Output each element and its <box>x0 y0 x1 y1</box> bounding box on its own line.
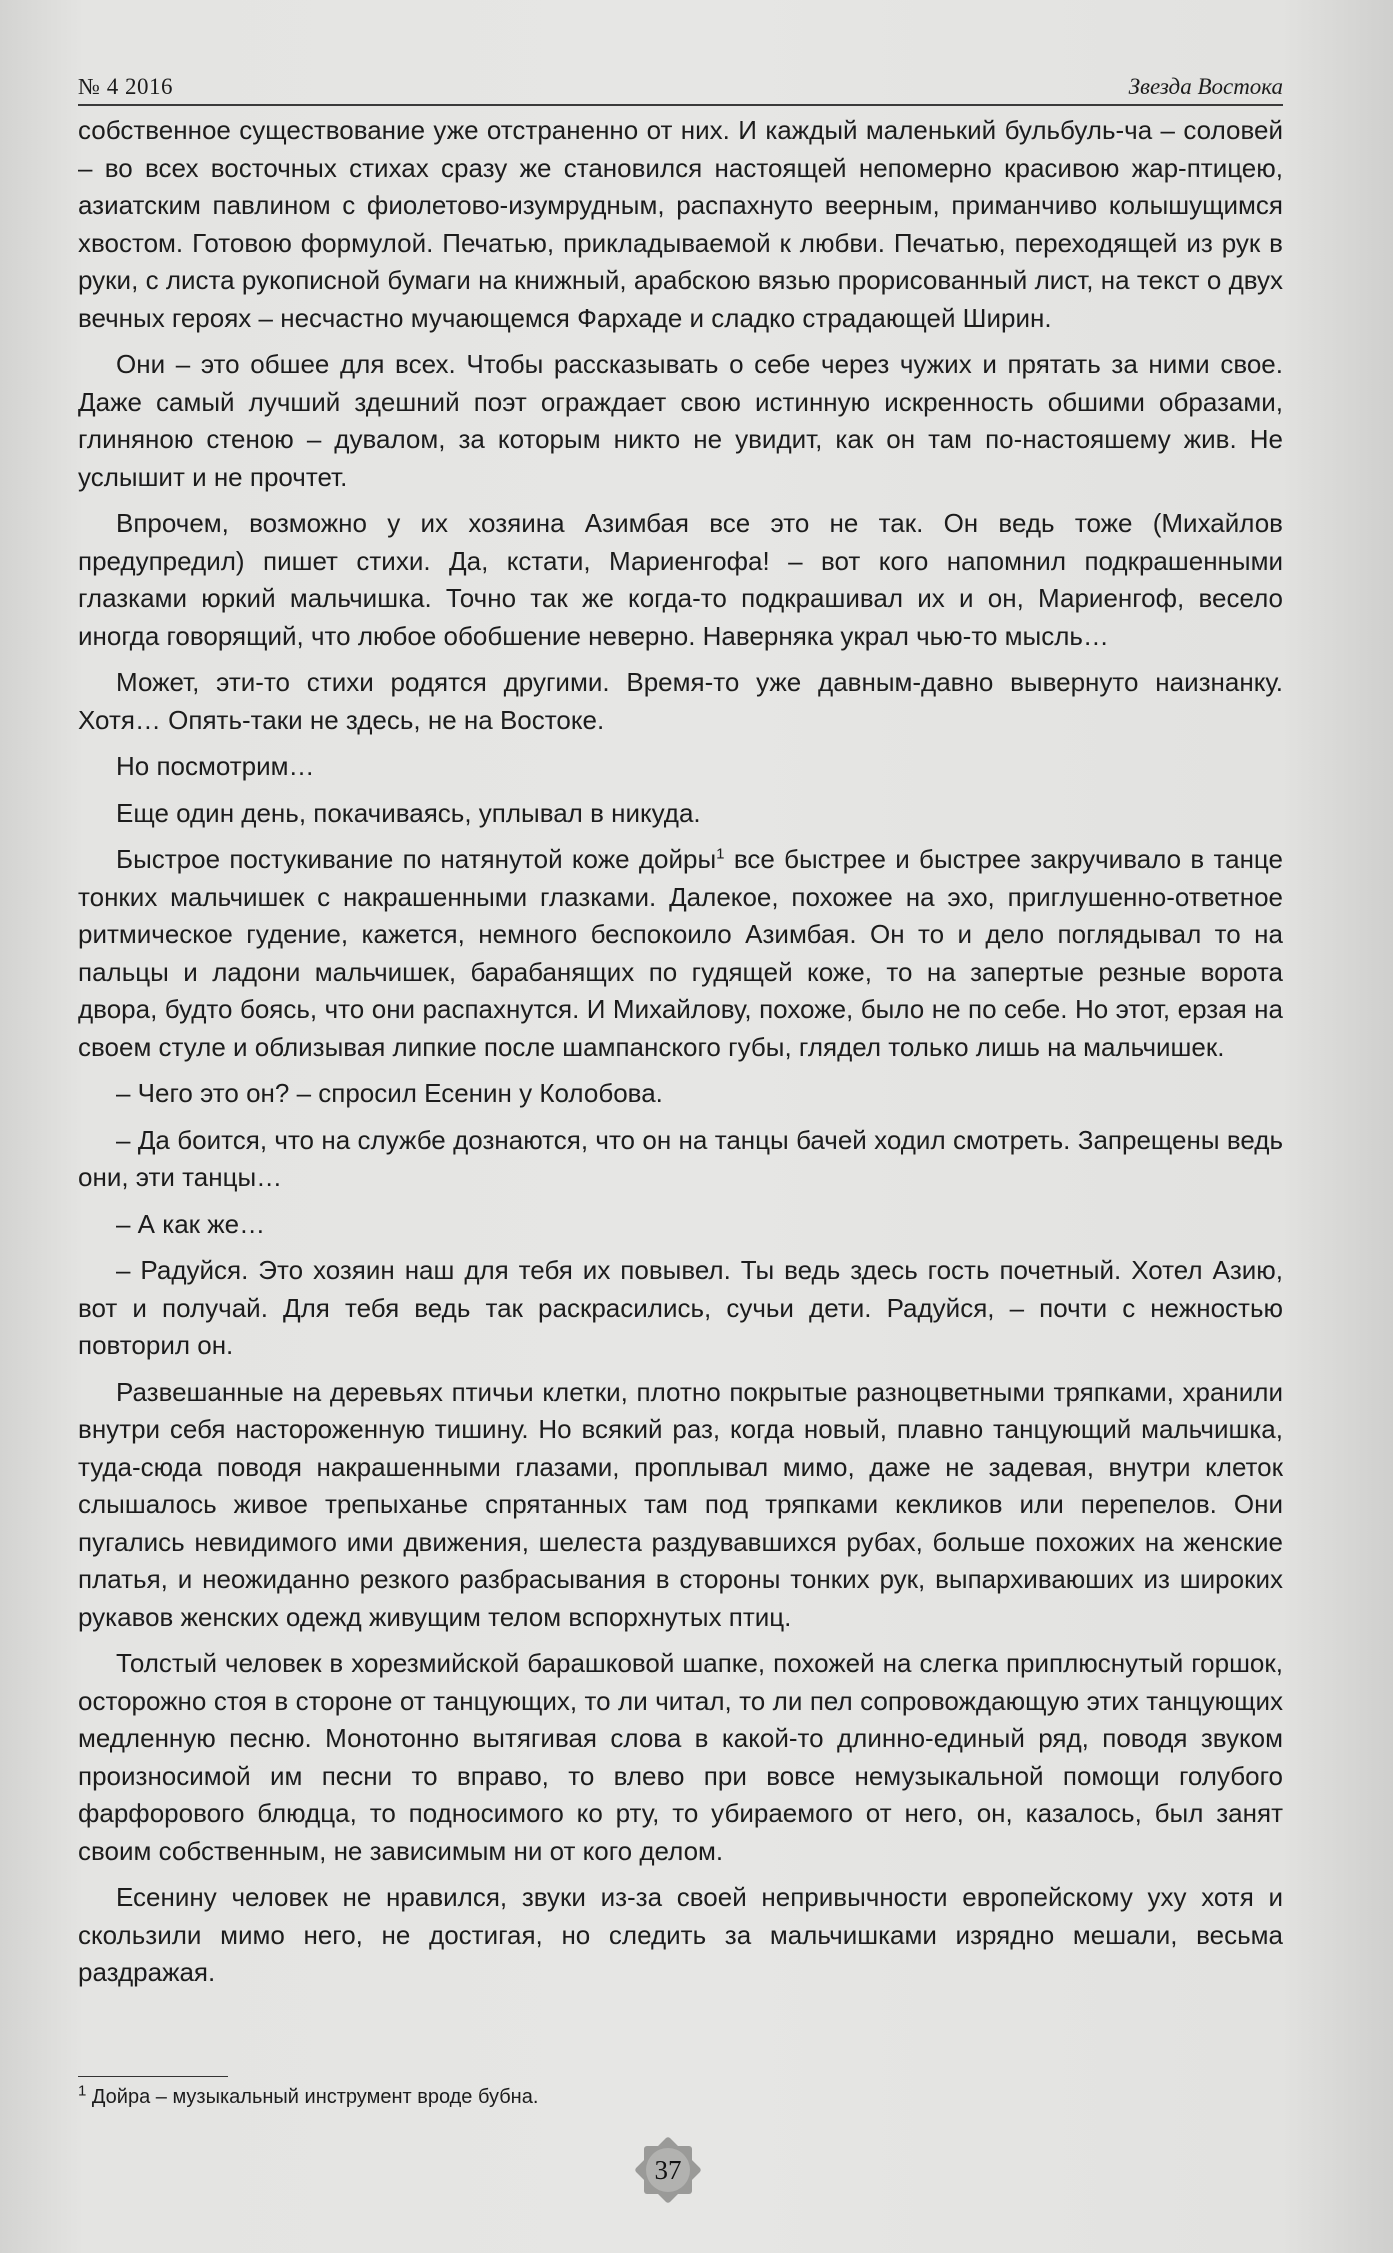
footnote <box>78 2084 1283 2110</box>
paragraph: собственное существование уже отстраненно от них. И каждый маленький бульбуль-ча – соловей – во всех восточных стихах сразу же становился настоящей непомерно красивою жар-птицею, азиатским павлином с фиолетово-изумрудным, распахнуто веерным, приманчиво колышущимся хвостом. Готовою формулой. Печатью, прикладываемой к любви. Печатью, переходящей из рук в руки, с листа рукописной бумаги на книжный, арабскою вязью прорисованный лист, на текст о двух вечных героях – несчастно мучающемся Фархаде и сладко страдающей Ширин. <box>78 115 1283 333</box>
paragraph-with-footnote <box>78 841 1283 1066</box>
article-body <box>78 112 1283 2001</box>
paragraph: Они – это обшее для всех. Чтобы рассказывать о себе через чужих и прятать за ними свое. Даже самый лучший здешний поэт ограждает свою истинную искренность обшими образами, глиняною стеною – дувалом, за которым никто не увидит, как он там по-настояшему жив. Не услышит и не прочтет. <box>78 349 1283 492</box>
issue-label: № 4 2016 <box>78 74 173 99</box>
dialogue-line: – А как же… <box>116 1208 266 1239</box>
paragraph: Есенину человек не нравился, звуки из-за своей непривычности европейскому уху хотя и скользили мимо него, не достигая, но следить за мальчишками изрядно мешали, весьма раздражая. <box>78 1882 1283 1987</box>
paragraph-part: Быстрое постукивание по натянутой коже дойры <box>116 844 717 874</box>
paragraph: Еще один день, покачиваясь, уплывал в никуда. <box>116 797 701 828</box>
paragraph: Развешанные на деревьях птичьи клетки, плотно покрытые разноцветными тряпками, хранили внутри себя настороженную тишину. Но всякий раз, когда новый, плавно танцующий мальчишка, туда-сюда поводя накрашенными глазами, проплывал мимо, даже не задевая, внутри клеток слышалось живое трепыханье спрятанных там под тряпками кекликов или перепелов. Они пугались невидимого ими движения, шелеста раздувавшихся рубах, больше похожих на женские платья, и неожиданно резкого разбрасывания в стороны тонких рук, выпархиваюших из широких рукавов женских одежд живущим телом вспорхнутых птиц. <box>78 1376 1283 1632</box>
footnote-reference[interactable]: 1 <box>716 845 725 863</box>
paragraph: Может, эти-то стихи родятся другими. Время-то уже давным-давно вывернуто наизнанку. Хотя… Опять-таки не здесь, не на Востоке. <box>78 667 1283 735</box>
page-number: 37 <box>654 2155 682 2185</box>
paragraph: Но посмотрим… <box>116 751 315 781</box>
page-number-badge <box>630 2132 706 2208</box>
dialogue-line: – Да боится, что на службе дознаются, что он на танцы бачей ходил смотреть. Запрещены ведь они, эти танцы… <box>78 1124 1283 1192</box>
dialogue-line: – Чего это он? – спросил Есенин у Колобова. <box>116 1078 663 1108</box>
footnote-mark: 1 <box>78 2082 87 2100</box>
paragraph-part: все быстрее и быстрее закручивало в танце тонких мальчишек с накрашенными глазками. Далекое, похожее на эхо, приглушенно-ответное ритмическое гудение, кажется, немного беспокоило Азимбая. Он то и дело поглядывал то на пальцы и ладони мальчишек, барабанящих по гудящей коже, то на запертые резные ворота двора, будто боясь, что они распахнутся. И Михайлову, похоже, было не по себе. Но этот, ерзая на своем стуле и облизывая липкие после шампанского губы, глядел только лишь на мальчишек. <box>78 844 1283 1062</box>
footnote-text: Дойра – музыкальный инструмент вроде бубна. <box>86 2086 539 2108</box>
paragraph: Впрочем, возможно у их хозяина Азимбая все это не так. Он ведь тоже (Михайлов предупредил) пишет стихи. Да, кстати, Мариенгофа! – вот кого напомнил подкрашенными глазками юркий мальчишка. Точно так же когда-то подкрашивал их и он, Мариенгоф, весело иногда говорящий, что любое обобшение неверно. Наверняка украл чью-то мысль… <box>78 508 1283 651</box>
paragraph: Толстый человек в хорезмийской барашковой шапке, похожей на слегка приплюснутый горшок, осторожно стоя в стороне от танцующих, то ли читал, то ли пел сопровождающую этих танцующих медленную песню. Монотонно вытягивая слова в какой-то длинно-единый ряд, поводя звуком произносимой им песни то вправо, то влево при вовсе немузыкальной помощи голубого фарфорового блюдца, то подносимого ко рту, то убираемого от него, он, казалось, был занят своим собственным, не зависимым ни от кого делом. <box>78 1648 1283 1866</box>
running-header <box>78 66 1283 106</box>
journal-title: Звезда Востока <box>1128 74 1283 99</box>
dialogue-line: – Радуйся. Это хозяин наш для тебя их повывел. Ты ведь здесь гость почетный. Хотел Азию, вот и получай. Для тебя ведь так раскрасились, сучьи дети. Радуйся, – почти с нежностью повторил он. <box>78 1255 1283 1360</box>
footnote-divider <box>78 2076 228 2077</box>
